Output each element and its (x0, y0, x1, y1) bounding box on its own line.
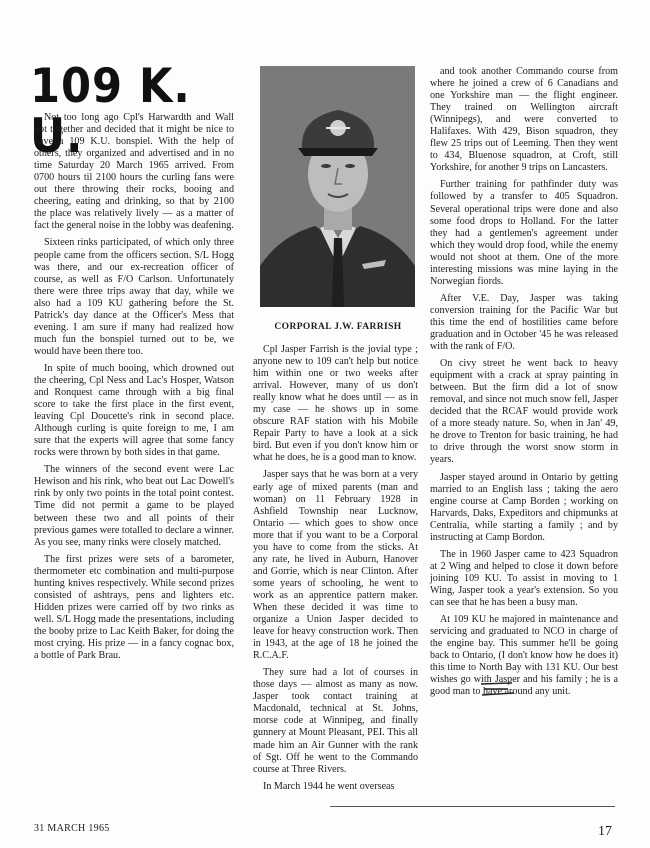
paragraph: At 109 KU he majored in maintenance and servicing and graduated to NCO in charge of the engine bay. This summer he'll be going back to Ontario, (I don't know how he does it) this time to North Bay with 131 KU. Our best wishes go with Jasper and his family ; he is a good man to have around any unit. (430, 614, 618, 698)
paragraph: Jasper stayed around in Ontario by getting married to an English lass ; taking the aero engine course at Camp Borden ; working on Harvards, Daks, Expeditors and chipmunks at Centralia, while starting a family ; and by instructing at Camp Bordon. (430, 471, 618, 543)
paragraph: On civy street he went back to heavy equipment with a crack at spray painting in between. But the firm did a lot of snow removal, and since not much snow fell, Jasper decided that the RCAF would provide work of a more steady nature. So, when in Jan' 49, he drove to Trenton for basic training, he had to drive through the worst snow storm in years. (430, 358, 618, 466)
photo-caption: CORPORAL J.W. FARRISH (274, 322, 402, 332)
footer-rule (330, 806, 615, 807)
paragraph: The first prizes were sets of a barometer, thermometer etc combination and multi-purpose hunting knives respectively. While second prizes consisted of ashtrays, pens and lighters etc. Hidden prizes were carried off by two rinks as well. S/L Hogg made the presentations, including the booby prize to Lac Keith Baker, for doing the most crying. His prize — in a fancy cognac box, a bottle of Park Brau. (34, 553, 234, 662)
column-middle (253, 344, 418, 798)
paragraph: After V.E. Day, Jasper was taking conversion training for the Pacific War but this time the end of hostilities came before graduation and in October '45 he was released with the rank of F/O. (430, 292, 618, 353)
paragraph: Sixteen rinks participated, of which only three people came from the officers section. S/L Hogg was there, and our ex-recreation officer of course, as well as F/O Carlson. Unfortunately there were three trips away that day, while we also had a 109 KU gathering before the St. Patrick's day dance at the Officer's Mess that evening. I am sure if many had realized how much fun the bonspiel turned out to be, we would have been there too. (34, 237, 234, 357)
paragraph: Further training for pathfinder duty was followed by a transfer to 405 Squadron. Several operational trips were done and also some food drops to Holland. For the latter they had a gentlemen's agreement under which they would drop food, while the enemy would not shoot at them. One of the more interesting missions was mine laying in the Norwegian fiords. (430, 179, 618, 287)
paragraph: and took another Commando course from where he joined a crew of 6 Canadians and one Yorkshire man — the flight engineer. They trained on Wellington aircraft (Winnipegs), and were converted to Halifaxes. With 429, Bison squadron, they flew 25 trips out of Leeming. Then they went to 434, Bluenose squadron, at Croft, still Yorkshire, for another 9 trips on Lancasters. (430, 66, 618, 174)
author-signature-mark (478, 680, 518, 698)
column-left (34, 112, 234, 667)
portrait-illustration (260, 66, 415, 307)
paragraph: In March 1944 he went overseas (263, 780, 395, 792)
paragraph: In spite of much booing, which drowned out the cheering, Cpl Ness and Lac's Hosper, Watson and Ronquest came through with a big final score to take the first place in the first event, leaving Cpl Doucette's rink in second place. Although curling is quite foreign to me, I am sure that the experts will agree that some fancy rocks were thrown by both sides in that game. (34, 362, 234, 459)
paragraph: The in 1960 Jasper came to 423 Squadron at 2 Wing and helped to close it down before joining 109 KU. To assist in moving to 1 Wing, Jasper took a year's extension. So you can see that he has been a busy man. (430, 548, 618, 608)
page-number: 17 (598, 824, 612, 839)
paragraph: The winners of the second event were Lac Hewison and his rink, who beat out Lac Dowell's rink by only two points in the total point contest. Time did not permit a game to be played between these two and all points of their previous games were totalled to declare a winner. As you see, many rinks were closely matched. (34, 464, 234, 548)
column-right (430, 66, 618, 703)
paragraph: Not too long ago Cpl's Harwardth and Wall got together and decided that it might be nice to have a 109 K.U. bonspiel. With the help of others, they organized and advertised and in no time Saturday 20 March 1965 arrived. From 0700 hours til 2100 hours the curling fans were out there throwing their rocks, booing and cheering, eating and drinking, so that by 2100 the place was relatively lively — as a matter of fact the general noise in the lobby was deafening. (34, 112, 234, 232)
issue-date: 31 MARCH 1965 (34, 823, 110, 834)
paragraph: Jasper says that he was born at a very early age of mixed parents (man and woman) on 11 February 1928 in Ashfield Township near Lucknow, Ontario — which goes to show once more that if you want to be a Corporal you have to come from the sticks. At any rate, he lived in Auburn, Hanover and Gorrie, which is near Clinton. After some years of schooling, he went to work as an apprentice pattern maker. When these decided it was time to organize a Union Jasper decided to leave for heavy construction work. Then in 1943, at the age of 18 he joined the R.C.A.F. (253, 469, 418, 662)
portrait-photo (260, 66, 415, 307)
article-title: 109 K. U. (30, 59, 191, 164)
paragraph: They sure had a lot of courses in those days — almost as many as now. Jasper took contact training at Macdonald, technical at St. Johns, morse code at Winnipeg, and finally gunnery at Mount Pleasant, PEI. This all made him an Air Gunner with the rank of Sgt. Off he went to the Commando course at Three Rivers. (253, 667, 418, 775)
paragraph: Cpl Jasper Farrish is the jovial type ; anyone new to 109 can't help but notice him within one or two weeks after arrival. However, many of us don't really know what he does until — as in my case — he shows up in some obscure RAF station with his Mobile Repair Party to have a look at a sick bird. But even if you don't know him or what he does, he is a good man to know. (253, 344, 418, 464)
